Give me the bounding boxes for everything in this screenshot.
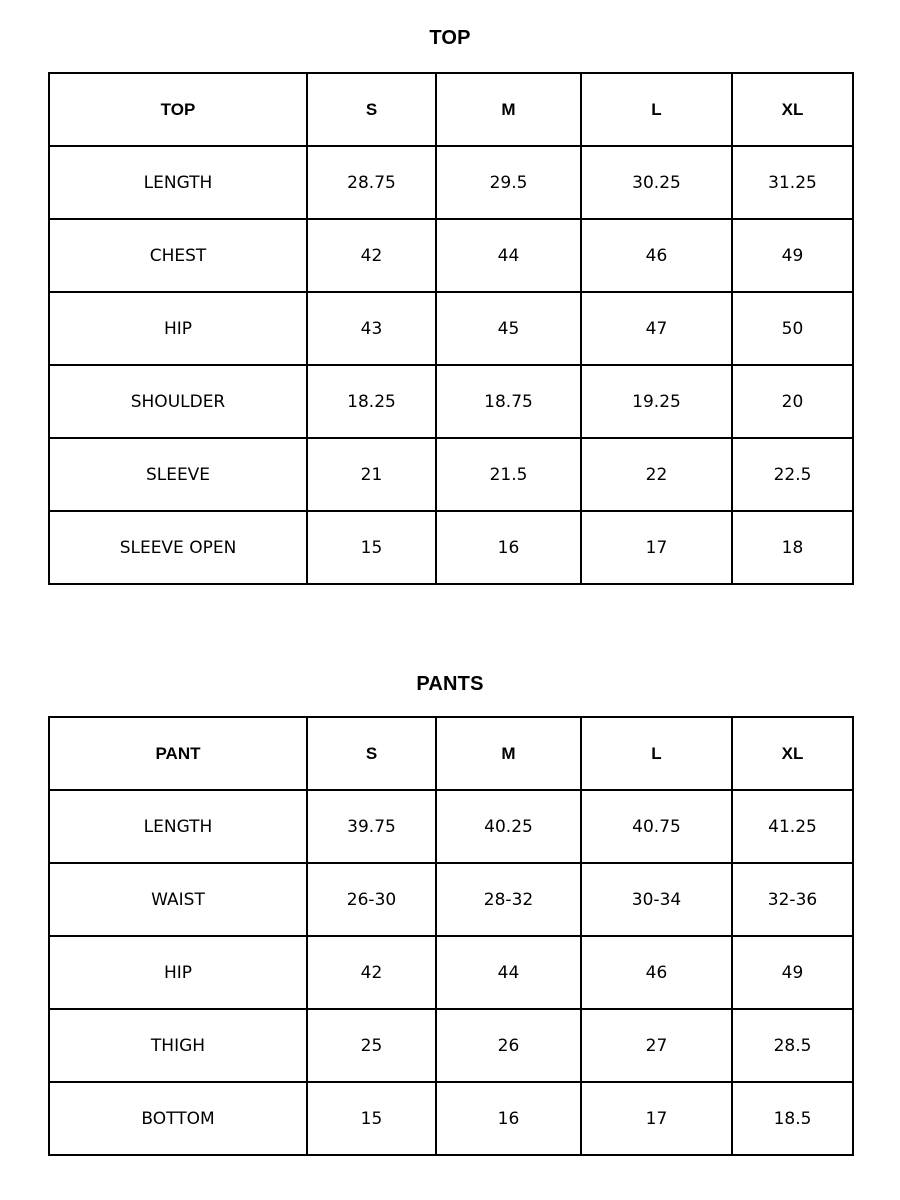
row-label: LENGTH (49, 146, 307, 219)
table-cell: 45 (436, 292, 581, 365)
table-cell: 22 (581, 438, 732, 511)
table-cell: 44 (436, 219, 581, 292)
table-cell: 42 (307, 219, 436, 292)
top-section-title: TOP (429, 27, 471, 49)
row-label: CHEST (49, 219, 307, 292)
table-cell: 39.75 (307, 790, 436, 863)
table-cell: 15 (307, 1082, 436, 1155)
table-cell: 21.5 (436, 438, 581, 511)
table-cell: 43 (307, 292, 436, 365)
table-cell: 30-34 (581, 863, 732, 936)
table-cell: 28.5 (732, 1009, 853, 1082)
table-cell: 21 (307, 438, 436, 511)
table-cell: 30.25 (581, 146, 732, 219)
table-cell: 47 (581, 292, 732, 365)
table-row (49, 863, 853, 936)
table-cell: 46 (581, 936, 732, 1009)
table-cell: 44 (436, 936, 581, 1009)
table-row (49, 936, 853, 1009)
table-cell: 18.75 (436, 365, 581, 438)
pants-size-table (48, 716, 854, 1156)
table-cell: 18.25 (307, 365, 436, 438)
table-cell: 50 (732, 292, 853, 365)
table-cell: 17 (581, 1082, 732, 1155)
column-header-xl: XL (732, 73, 853, 146)
table-row (49, 146, 853, 219)
table-cell: 40.25 (436, 790, 581, 863)
table-cell: 26 (436, 1009, 581, 1082)
row-label: SHOULDER (49, 365, 307, 438)
table-row (49, 438, 853, 511)
table-cell: 15 (307, 511, 436, 584)
column-header-l: L (581, 717, 732, 790)
table-row (49, 292, 853, 365)
table-row (49, 790, 853, 863)
pants-section-title: PANTS (416, 673, 484, 695)
table-cell: 49 (732, 936, 853, 1009)
row-label: WAIST (49, 863, 307, 936)
table-cell: 49 (732, 219, 853, 292)
row-label: LENGTH (49, 790, 307, 863)
table-cell: 31.25 (732, 146, 853, 219)
row-label: HIP (49, 292, 307, 365)
column-header-xl: XL (732, 717, 853, 790)
table-row (49, 219, 853, 292)
column-header-m: M (436, 717, 581, 790)
table-cell: 22.5 (732, 438, 853, 511)
column-header-l: L (581, 73, 732, 146)
table-cell: 29.5 (436, 146, 581, 219)
column-header-s: S (307, 73, 436, 146)
row-label: THIGH (49, 1009, 307, 1082)
table-cell: 17 (581, 511, 732, 584)
table-cell: 26-30 (307, 863, 436, 936)
table-header-row (49, 717, 853, 790)
table-cell: 42 (307, 936, 436, 1009)
column-header-measurement: PANT (49, 717, 307, 790)
table-cell: 46 (581, 219, 732, 292)
table-row (49, 1009, 853, 1082)
table-header-row (49, 73, 853, 146)
column-header-m: M (436, 73, 581, 146)
table-cell: 19.25 (581, 365, 732, 438)
table-row (49, 511, 853, 584)
table-cell: 16 (436, 1082, 581, 1155)
row-label: BOTTOM (49, 1082, 307, 1155)
table-cell: 18 (732, 511, 853, 584)
table-cell: 40.75 (581, 790, 732, 863)
table-row (49, 1082, 853, 1155)
table-cell: 20 (732, 365, 853, 438)
row-label: SLEEVE (49, 438, 307, 511)
table-cell: 41.25 (732, 790, 853, 863)
column-header-s: S (307, 717, 436, 790)
table-cell: 25 (307, 1009, 436, 1082)
table-cell: 18.5 (732, 1082, 853, 1155)
top-size-table (48, 72, 854, 585)
table-cell: 28-32 (436, 863, 581, 936)
table-row (49, 365, 853, 438)
table-cell: 32-36 (732, 863, 853, 936)
table-cell: 28.75 (307, 146, 436, 219)
column-header-measurement: TOP (49, 73, 307, 146)
table-cell: 27 (581, 1009, 732, 1082)
row-label: SLEEVE OPEN (49, 511, 307, 584)
row-label: HIP (49, 936, 307, 1009)
table-cell: 16 (436, 511, 581, 584)
